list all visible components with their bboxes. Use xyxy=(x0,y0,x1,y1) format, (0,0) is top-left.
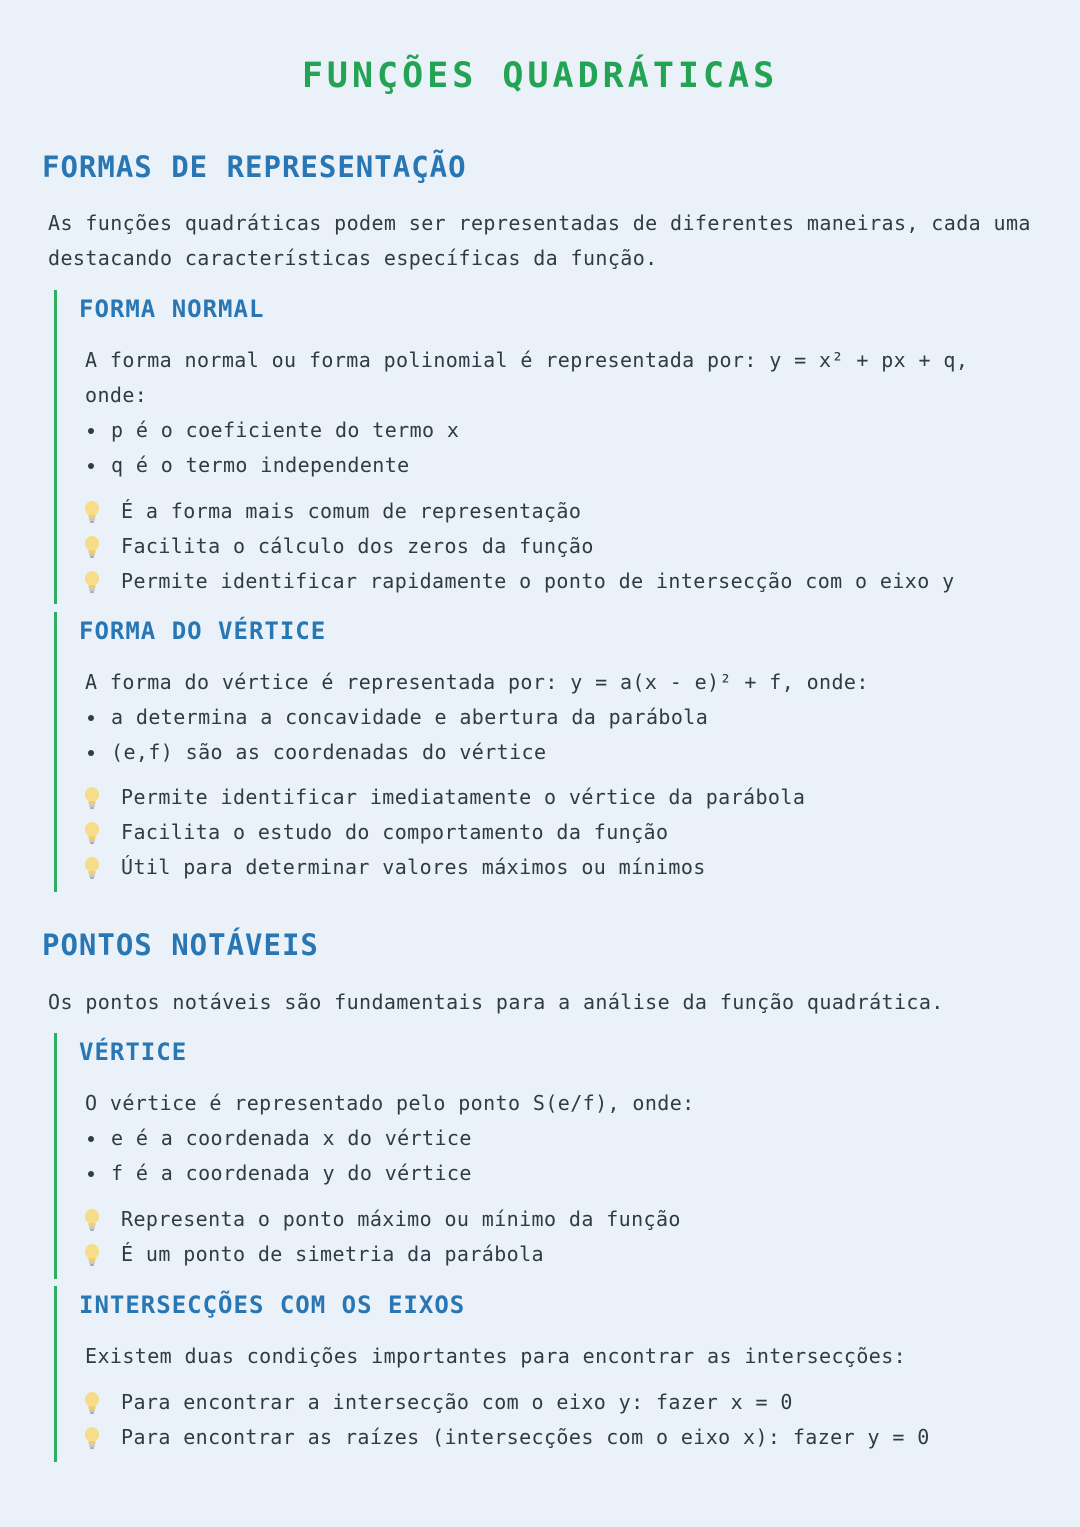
tip-item: É a forma mais comum de representação xyxy=(79,494,955,529)
section-intro-pontos: Os pontos notáveis são fundamentais para a análise da função quadrática. xyxy=(48,990,944,1014)
lightbulb-icon xyxy=(83,821,101,845)
list-item: a determina a concavidade e abertura da parábola xyxy=(85,700,708,735)
bullet-dot-icon xyxy=(88,715,94,721)
section-intro-formas: As funções quadráticas podem ser representadas de diferentes maneiras, cada uma destacando características específicas da função. xyxy=(48,211,1031,270)
subsection-forma-normal xyxy=(54,290,1034,604)
lightbulb-icon xyxy=(83,500,101,524)
bullet-dot-icon xyxy=(88,750,94,756)
subsection-interseccoes xyxy=(54,1286,1034,1462)
subsection-forma-vertice xyxy=(54,612,1034,892)
tip-item: Permite identificar rapidamente o ponto de intersecção com o eixo y xyxy=(79,564,955,599)
subsection-text: Existem duas condições importantes para encontrar as intersecções: xyxy=(85,1344,907,1368)
bullet-dot-icon xyxy=(88,463,94,469)
tip-item: Permite identificar imediatamente o vértice da parábola xyxy=(79,780,805,815)
subsection-text: A forma normal ou forma polinomial é representada por: y = x² + px + q, onde: xyxy=(85,348,969,407)
bullet-list xyxy=(85,1121,472,1191)
subsection-text: A forma do vértice é representada por: y = a(x - e)² + f, onde: xyxy=(85,670,869,694)
subsection-heading: FORMA DO VÉRTICE xyxy=(79,617,327,645)
lightbulb-icon xyxy=(83,1426,101,1450)
tip-list xyxy=(79,1385,930,1455)
lightbulb-icon xyxy=(83,535,101,559)
tip-item: Útil para determinar valores máximos ou mínimos xyxy=(79,850,805,885)
bullet-dot-icon xyxy=(88,428,94,434)
tip-item: Facilita o estudo do comportamento da função xyxy=(79,815,805,850)
lightbulb-icon xyxy=(83,856,101,880)
tip-list xyxy=(79,1202,681,1272)
subsection-vertice xyxy=(54,1033,1034,1279)
lightbulb-icon xyxy=(83,1208,101,1232)
list-item: q é o termo independente xyxy=(85,448,459,483)
bullet-list xyxy=(85,700,708,770)
tip-item: É um ponto de simetria da parábola xyxy=(79,1237,681,1272)
subsection-heading: VÉRTICE xyxy=(79,1038,188,1066)
section-heading-pontos: PONTOS NOTÁVEIS xyxy=(42,928,319,962)
bullet-list xyxy=(85,413,459,483)
subsection-text: O vértice é representado pelo ponto S(e/f), onde: xyxy=(85,1091,695,1115)
page-title: FUNÇÕES QUADRÁTICAS xyxy=(301,56,779,96)
tip-item: Para encontrar as raízes (intersecções com o eixo x): fazer y = 0 xyxy=(79,1420,930,1455)
bullet-dot-icon xyxy=(88,1136,94,1142)
lightbulb-icon xyxy=(83,1243,101,1267)
tip-list xyxy=(79,780,805,885)
list-item: (e,f) são as coordenadas do vértice xyxy=(85,735,708,770)
list-item: f é a coordenada y do vértice xyxy=(85,1156,472,1191)
lightbulb-icon xyxy=(83,570,101,594)
list-item: e é a coordenada x do vértice xyxy=(85,1121,472,1156)
tip-item: Facilita o cálculo dos zeros da função xyxy=(79,529,955,564)
subsection-heading: FORMA NORMAL xyxy=(79,295,265,323)
list-item: p é o coeficiente do termo x xyxy=(85,413,459,448)
tip-item: Representa o ponto máximo ou mínimo da função xyxy=(79,1202,681,1237)
tip-item: Para encontrar a intersecção com o eixo y: fazer x = 0 xyxy=(79,1385,930,1420)
tip-list xyxy=(79,494,955,599)
bullet-dot-icon xyxy=(88,1171,94,1177)
lightbulb-icon xyxy=(83,786,101,810)
section-heading-formas: FORMAS DE REPRESENTAÇÃO xyxy=(42,150,467,184)
lightbulb-icon xyxy=(83,1391,101,1415)
subsection-heading: INTERSECÇÕES COM OS EIXOS xyxy=(79,1291,466,1319)
